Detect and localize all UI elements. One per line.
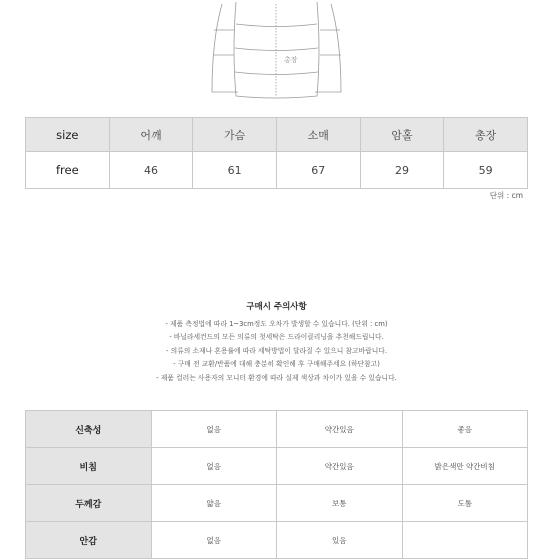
- notice-list: [0, 318, 553, 385]
- property-option: 있음: [277, 522, 403, 559]
- table-row: [26, 411, 528, 448]
- header-shoulder: 어깨: [109, 118, 193, 152]
- property-option: 없음: [151, 448, 277, 485]
- property-option: 좋음: [402, 411, 528, 448]
- notice-line: - 제품 컬러는 사용자의 모니터 환경에 따라 실제 색상과 차이가 있을 수 있습니다.: [156, 373, 397, 382]
- property-label-thickness: 두께감: [26, 485, 152, 522]
- notice-line: - 의류의 소재나 혼용률에 따라 세탁방법이 달라질 수 있으니 참고바랍니다.: [165, 346, 388, 355]
- header-sleeve: 소매: [276, 118, 360, 152]
- notice-line: - 구매 전 교환/반품에 대해 충분히 확인해 후 구매해주세요 (하단참고): [173, 360, 380, 369]
- length-value: 59: [444, 152, 528, 189]
- size-table-header: [26, 118, 528, 152]
- property-label-stretch: 신축성: [26, 411, 152, 448]
- shoulder-value: 46: [109, 152, 193, 189]
- armhole-value: 29: [360, 152, 444, 189]
- property-option: 약간있음: [277, 448, 403, 485]
- property-label-sheerness: 비침: [26, 448, 152, 485]
- property-table: [25, 410, 528, 559]
- unit-label: 단위 : cm: [489, 191, 523, 200]
- table-row: [26, 152, 528, 189]
- size-table: [25, 117, 528, 189]
- notice-line: - 제품 측정법에 따라 1~3cm정도 오차가 발생할 수 있습니다. (단위 : cm): [165, 320, 388, 328]
- property-option: 보통: [277, 485, 403, 522]
- header-size: size: [26, 118, 110, 152]
- header-chest: 가슴: [193, 118, 277, 152]
- chest-value: 61: [193, 152, 277, 189]
- property-option: 도톰: [402, 485, 528, 522]
- property-option: 얇음: [151, 485, 277, 522]
- notice-title: 구매시 주의사항: [246, 302, 307, 312]
- notice-line: - 바닐라세컨드의 모든 의류의 첫세탁은 드라이클리닝을 추천해드립니다.: [169, 333, 384, 342]
- table-row: [26, 485, 528, 522]
- sleeve-value: 67: [276, 152, 360, 189]
- padded-coat-sketch: [200, 0, 353, 108]
- header-length: 총장: [444, 118, 528, 152]
- property-option: 밝은색만 약간비침: [402, 448, 528, 485]
- property-option: 약간있음: [277, 411, 403, 448]
- size-value: free: [26, 152, 110, 189]
- property-option: 없음: [151, 522, 277, 559]
- property-option: 없음: [151, 411, 277, 448]
- measure-label: 총장: [284, 56, 298, 64]
- table-row: [26, 448, 528, 485]
- header-armhole: 암홀: [360, 118, 444, 152]
- property-label-lining: 안감: [26, 522, 152, 559]
